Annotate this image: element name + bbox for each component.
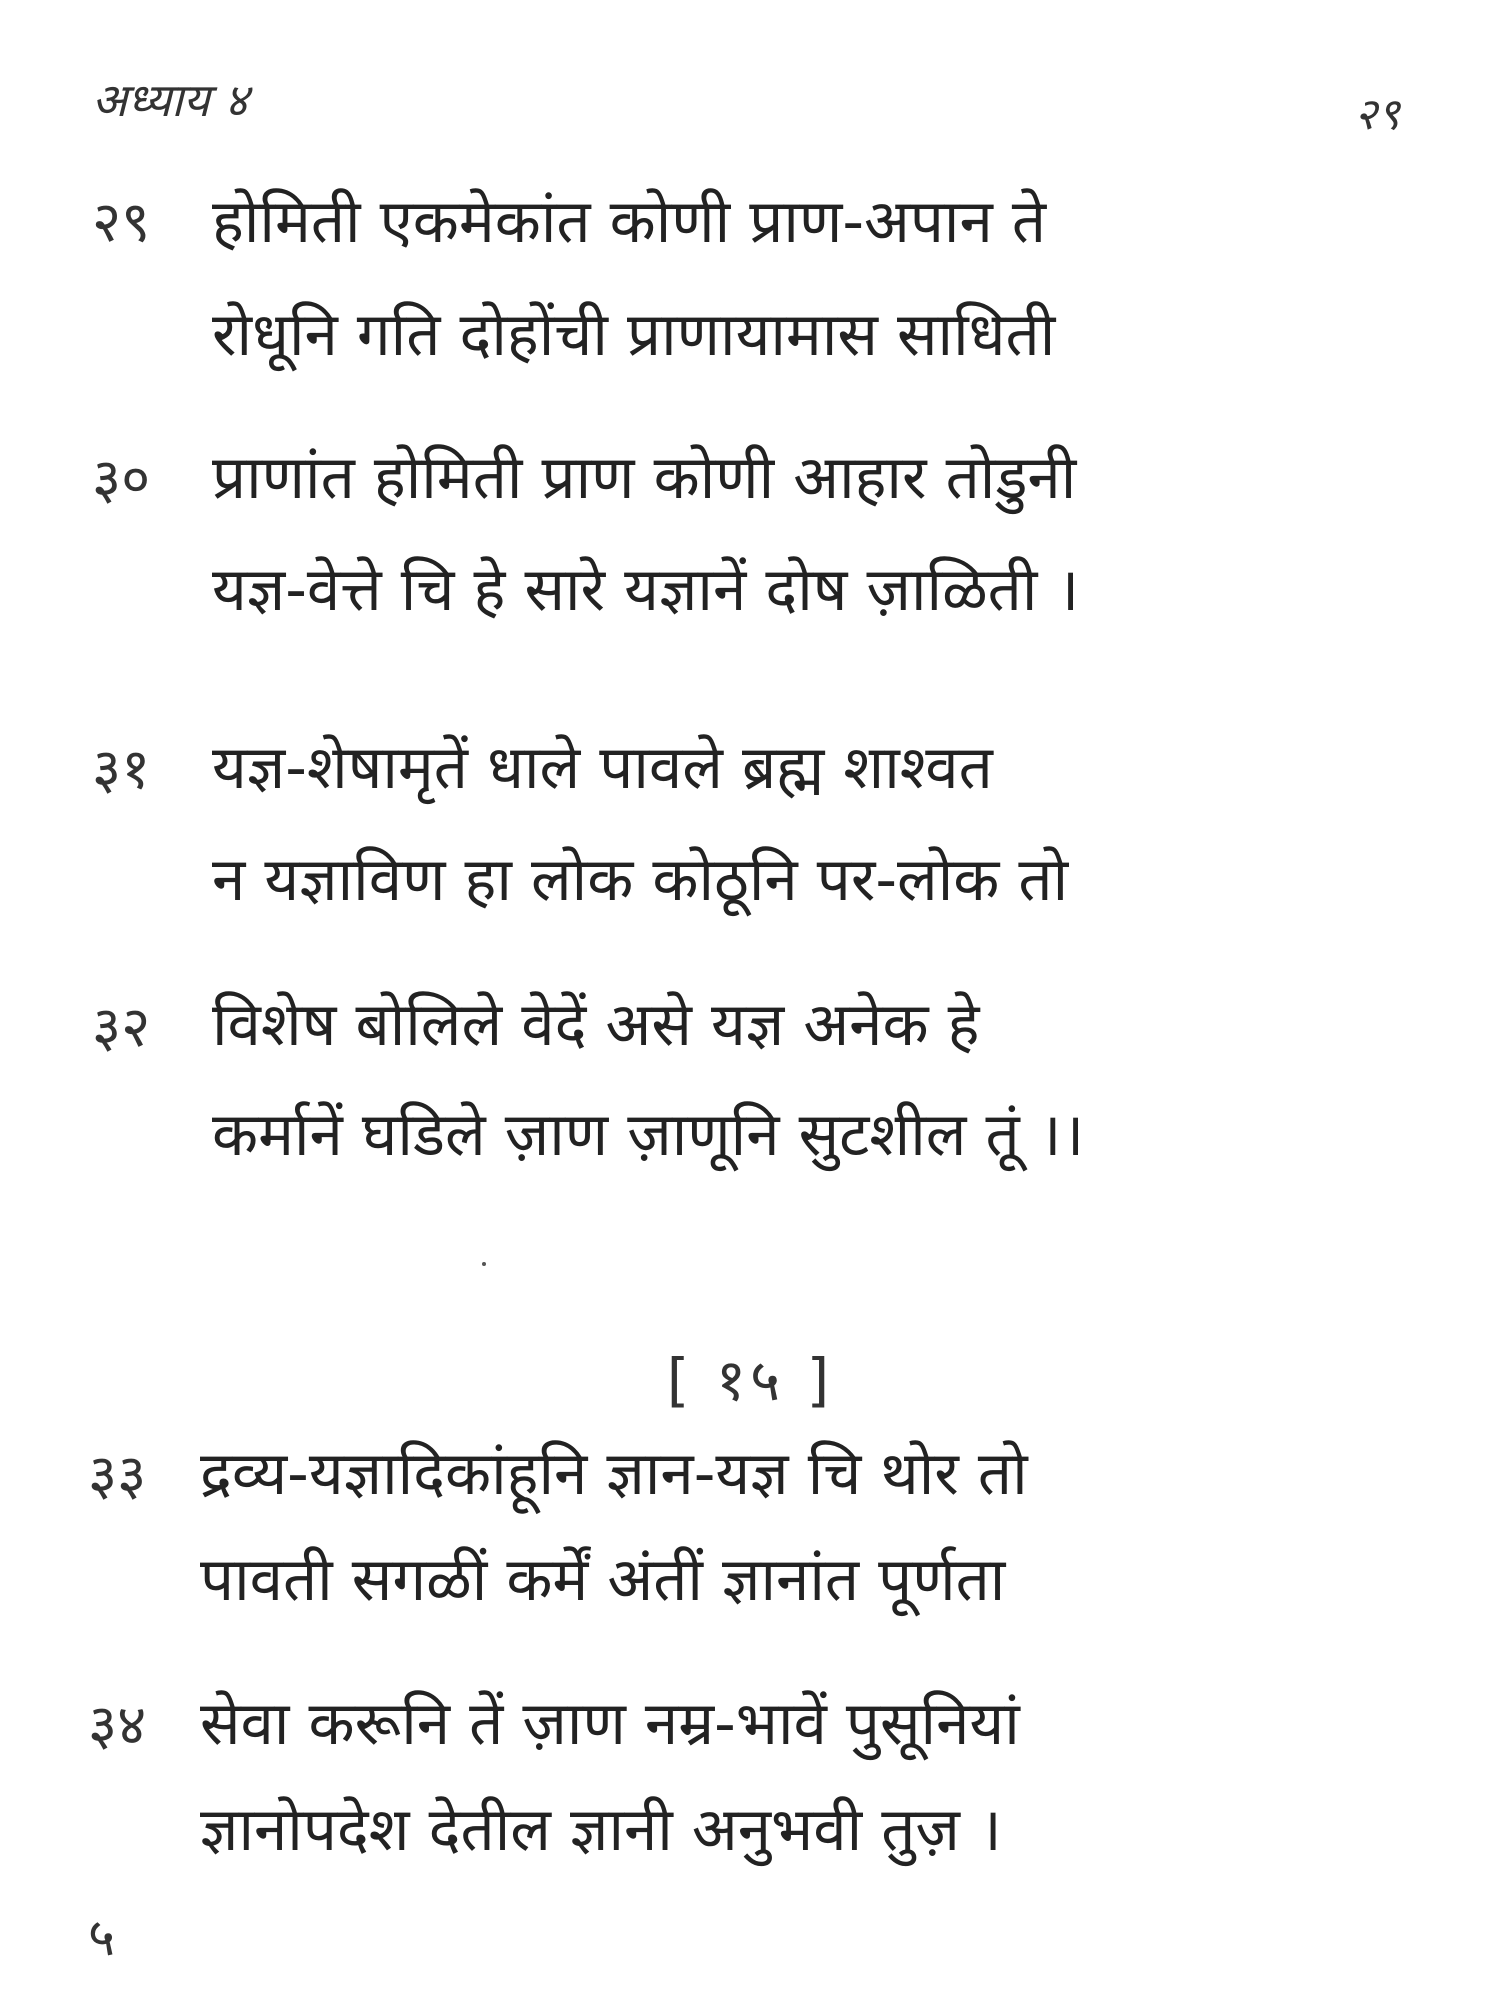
verse-line: रोधूनि गति दोहोंची प्राणायामास साधिती bbox=[212, 300, 1056, 370]
print-speck bbox=[482, 1262, 486, 1266]
verse-line: न यज्ञाविण हा लोक कोठूनि पर-लोक तो bbox=[212, 845, 1069, 915]
verse-number: ३३ bbox=[88, 1443, 147, 1508]
verse-line: सेवा करूनि तें ज़ाण नम्र-भावें पुसूनियां bbox=[200, 1689, 1020, 1759]
verse-line: होमिती एकमेकांत कोणी प्राण-अपान ते bbox=[212, 187, 1047, 257]
verse-line: प्राणांत होमिती प्राण कोणी आहार तोडुनी bbox=[212, 443, 1077, 513]
verse-line: पावती सगळीं कर्में अंतीं ज्ञानांत पूर्णता bbox=[200, 1545, 1006, 1615]
verse-number: ३४ bbox=[88, 1693, 147, 1758]
verse-number: ३१ bbox=[92, 737, 151, 802]
verse-number: ३० bbox=[92, 447, 151, 512]
footer-signature-mark: ५ bbox=[88, 1908, 116, 1968]
verse-line: कर्मानें घडिले ज़ाण ज़ाणूनि सुटशील तूं ।। bbox=[212, 1100, 1085, 1170]
section-marker: [ १५ ] bbox=[666, 1346, 834, 1414]
verse-line: विशेष बोलिले वेदें असे यज्ञ अनेक हे bbox=[212, 990, 980, 1060]
chapter-heading: अध्याय ४ bbox=[92, 73, 249, 127]
verse-number: २९ bbox=[92, 190, 151, 255]
verse-line: यज्ञ-शेषामृतें धाले पावले ब्रह्म शाश्वत bbox=[212, 733, 993, 803]
verse-number: ३२ bbox=[92, 995, 151, 1060]
verse-line: द्रव्य-यज्ञादिकांहूनि ज्ञान-यज्ञ चि थोर तो bbox=[200, 1439, 1028, 1509]
page-number: २९ bbox=[1354, 89, 1400, 140]
verse-line: यज्ञ-वेत्ते चि हे सारे यज्ञानें दोष ज़ाळिती । bbox=[212, 555, 1080, 625]
verse-line: ज्ञानोपदेश देतील ज्ञानी अनुभवी तुज़ । bbox=[200, 1795, 1002, 1865]
